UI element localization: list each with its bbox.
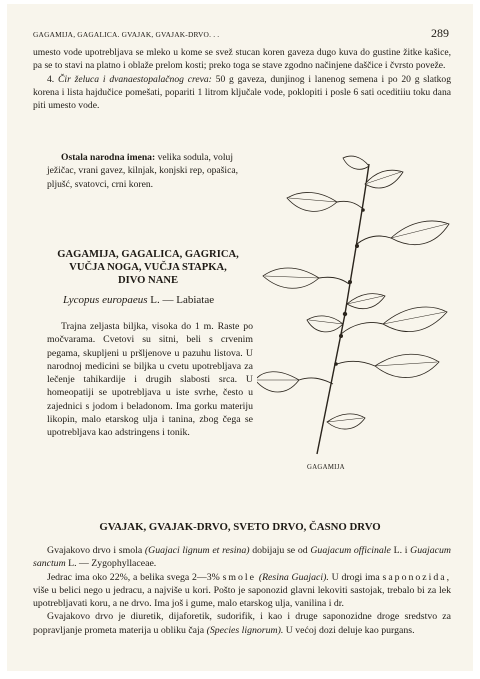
plant-illustration xyxy=(257,154,457,464)
recipe-title: Čir želuca i dvanaestopalačnog creva: xyxy=(58,73,212,85)
heading-line: VUČJA NOGA, VUČJA STAPKA, xyxy=(69,262,227,273)
text-run: (Species lignorum). xyxy=(206,624,284,636)
text-run: U većoj dozi deluje kao purgans. xyxy=(285,624,415,636)
recipe-text: 50 g gaveza, dunjinog i lanenog semena i po 20 g slatkog korena i lista hajdučice pomešati, popariti 1 litrom ključale vode, poklopiti i posle 6 sati oceditiiu toku dana piti umesto vode. xyxy=(33,73,452,112)
text-run: U drogi ima xyxy=(331,571,380,583)
gvajak-paragraph xyxy=(33,571,451,611)
text-run: L. i xyxy=(393,545,408,556)
heading-line: DIVO NANE xyxy=(117,275,179,286)
intro-text xyxy=(33,46,451,112)
description-text: Trajna zeljasta biljka, visoka do 1 m. Raste po močvarama. Cvetovi su sitni, beli s crvenim pegama, skupljeni u pršljenove u pazuhu listova. U narodnoj medicini se biljka u cvetu upotrebljava za lečenje tahikardije i drugih slabosti srca. U homeopatiji se upotrebljava u iste svrhe, često u zajednici s jodom i beladonom. Ima gorku materiju likopin, malo etarskog ulja i tanina, zbog čega se upotrebljava kao adstringens i tonik. xyxy=(47,321,253,438)
gvajak-paragraph xyxy=(33,610,451,637)
text-run: Guajacum officinale xyxy=(310,545,391,556)
gvajak-text xyxy=(33,544,451,637)
text-run: Gvajakovo drvo i smola xyxy=(47,545,143,556)
book-page xyxy=(7,4,473,671)
latin-genus-species: Lycopus europaeus xyxy=(63,294,148,306)
running-head: GAGAMIJA, GAGALICA. GVAJAK, GVAJAK-DRVO. . . xyxy=(33,30,220,39)
text-run: (Resina Guajaci). xyxy=(258,571,329,583)
other-names xyxy=(47,151,247,191)
text-run: Jedrac ima oko 22%, a belika svega 2—3% xyxy=(47,571,220,583)
text-run: (Guajaci lignum et resina) xyxy=(144,545,250,556)
other-names-text: velika sodula, voluj ježičac, vrani gavez, kilnjak, konjski rep, opašica, pljušć, svatovci, crni koren. xyxy=(47,152,238,190)
page-number: 289 xyxy=(431,26,449,40)
text-run: L. — Zygophyllaceae. xyxy=(68,558,157,570)
text-run: saponozida, xyxy=(382,571,452,583)
latin-name xyxy=(63,294,214,306)
recipe-paragraph xyxy=(33,73,451,113)
text-run: dobijaju se od xyxy=(252,545,308,556)
gagamija-description xyxy=(47,320,253,439)
other-names-label: Ostala narodna imena: xyxy=(61,152,156,163)
gagamija-heading xyxy=(43,248,253,287)
latin-author-family: L. — Labiatae xyxy=(150,294,215,306)
heading-line: GAGAMIJA, GAGALICA, GAGRICA, xyxy=(57,249,239,260)
text-run: smole xyxy=(222,571,256,583)
text-run: Gvajakovo drvo je diuretik, dijaforetik, sudorifik, i kao i druge saponozidne droge sredstvo za popravljanje prometa materija u obliku čaja xyxy=(33,611,451,636)
gvajak-heading: GVAJAK, GVAJAK-DRVO, SVETO DRVO, ČASNO DRVO xyxy=(99,521,381,533)
text-run: više u belici nego u jedracu, a najviše u kori. Pošto je saponozid glavni lekoviti sastojak, trebalo bi za lek upotrebljavati koru, a ne drvo. Ima još i gume, malo etarskog ulja, vanilina i dr. xyxy=(33,584,451,610)
illustration-caption: GAGAMIJA xyxy=(307,464,345,471)
recipe-number: 4. xyxy=(47,73,55,85)
gvajak-paragraph xyxy=(33,544,451,571)
text-run: Guajacum sanctum xyxy=(33,545,451,570)
intro-paragraph: umesto vode upotrebljava se mleko u kome se svež stucan koren gaveza dugo kuva do gustine žitke kašice, pa se to stavi na platno i oblaže prelom kosti; preko toga se stave zgodno načinjene daščice i čvrsto poveže. xyxy=(33,47,451,72)
